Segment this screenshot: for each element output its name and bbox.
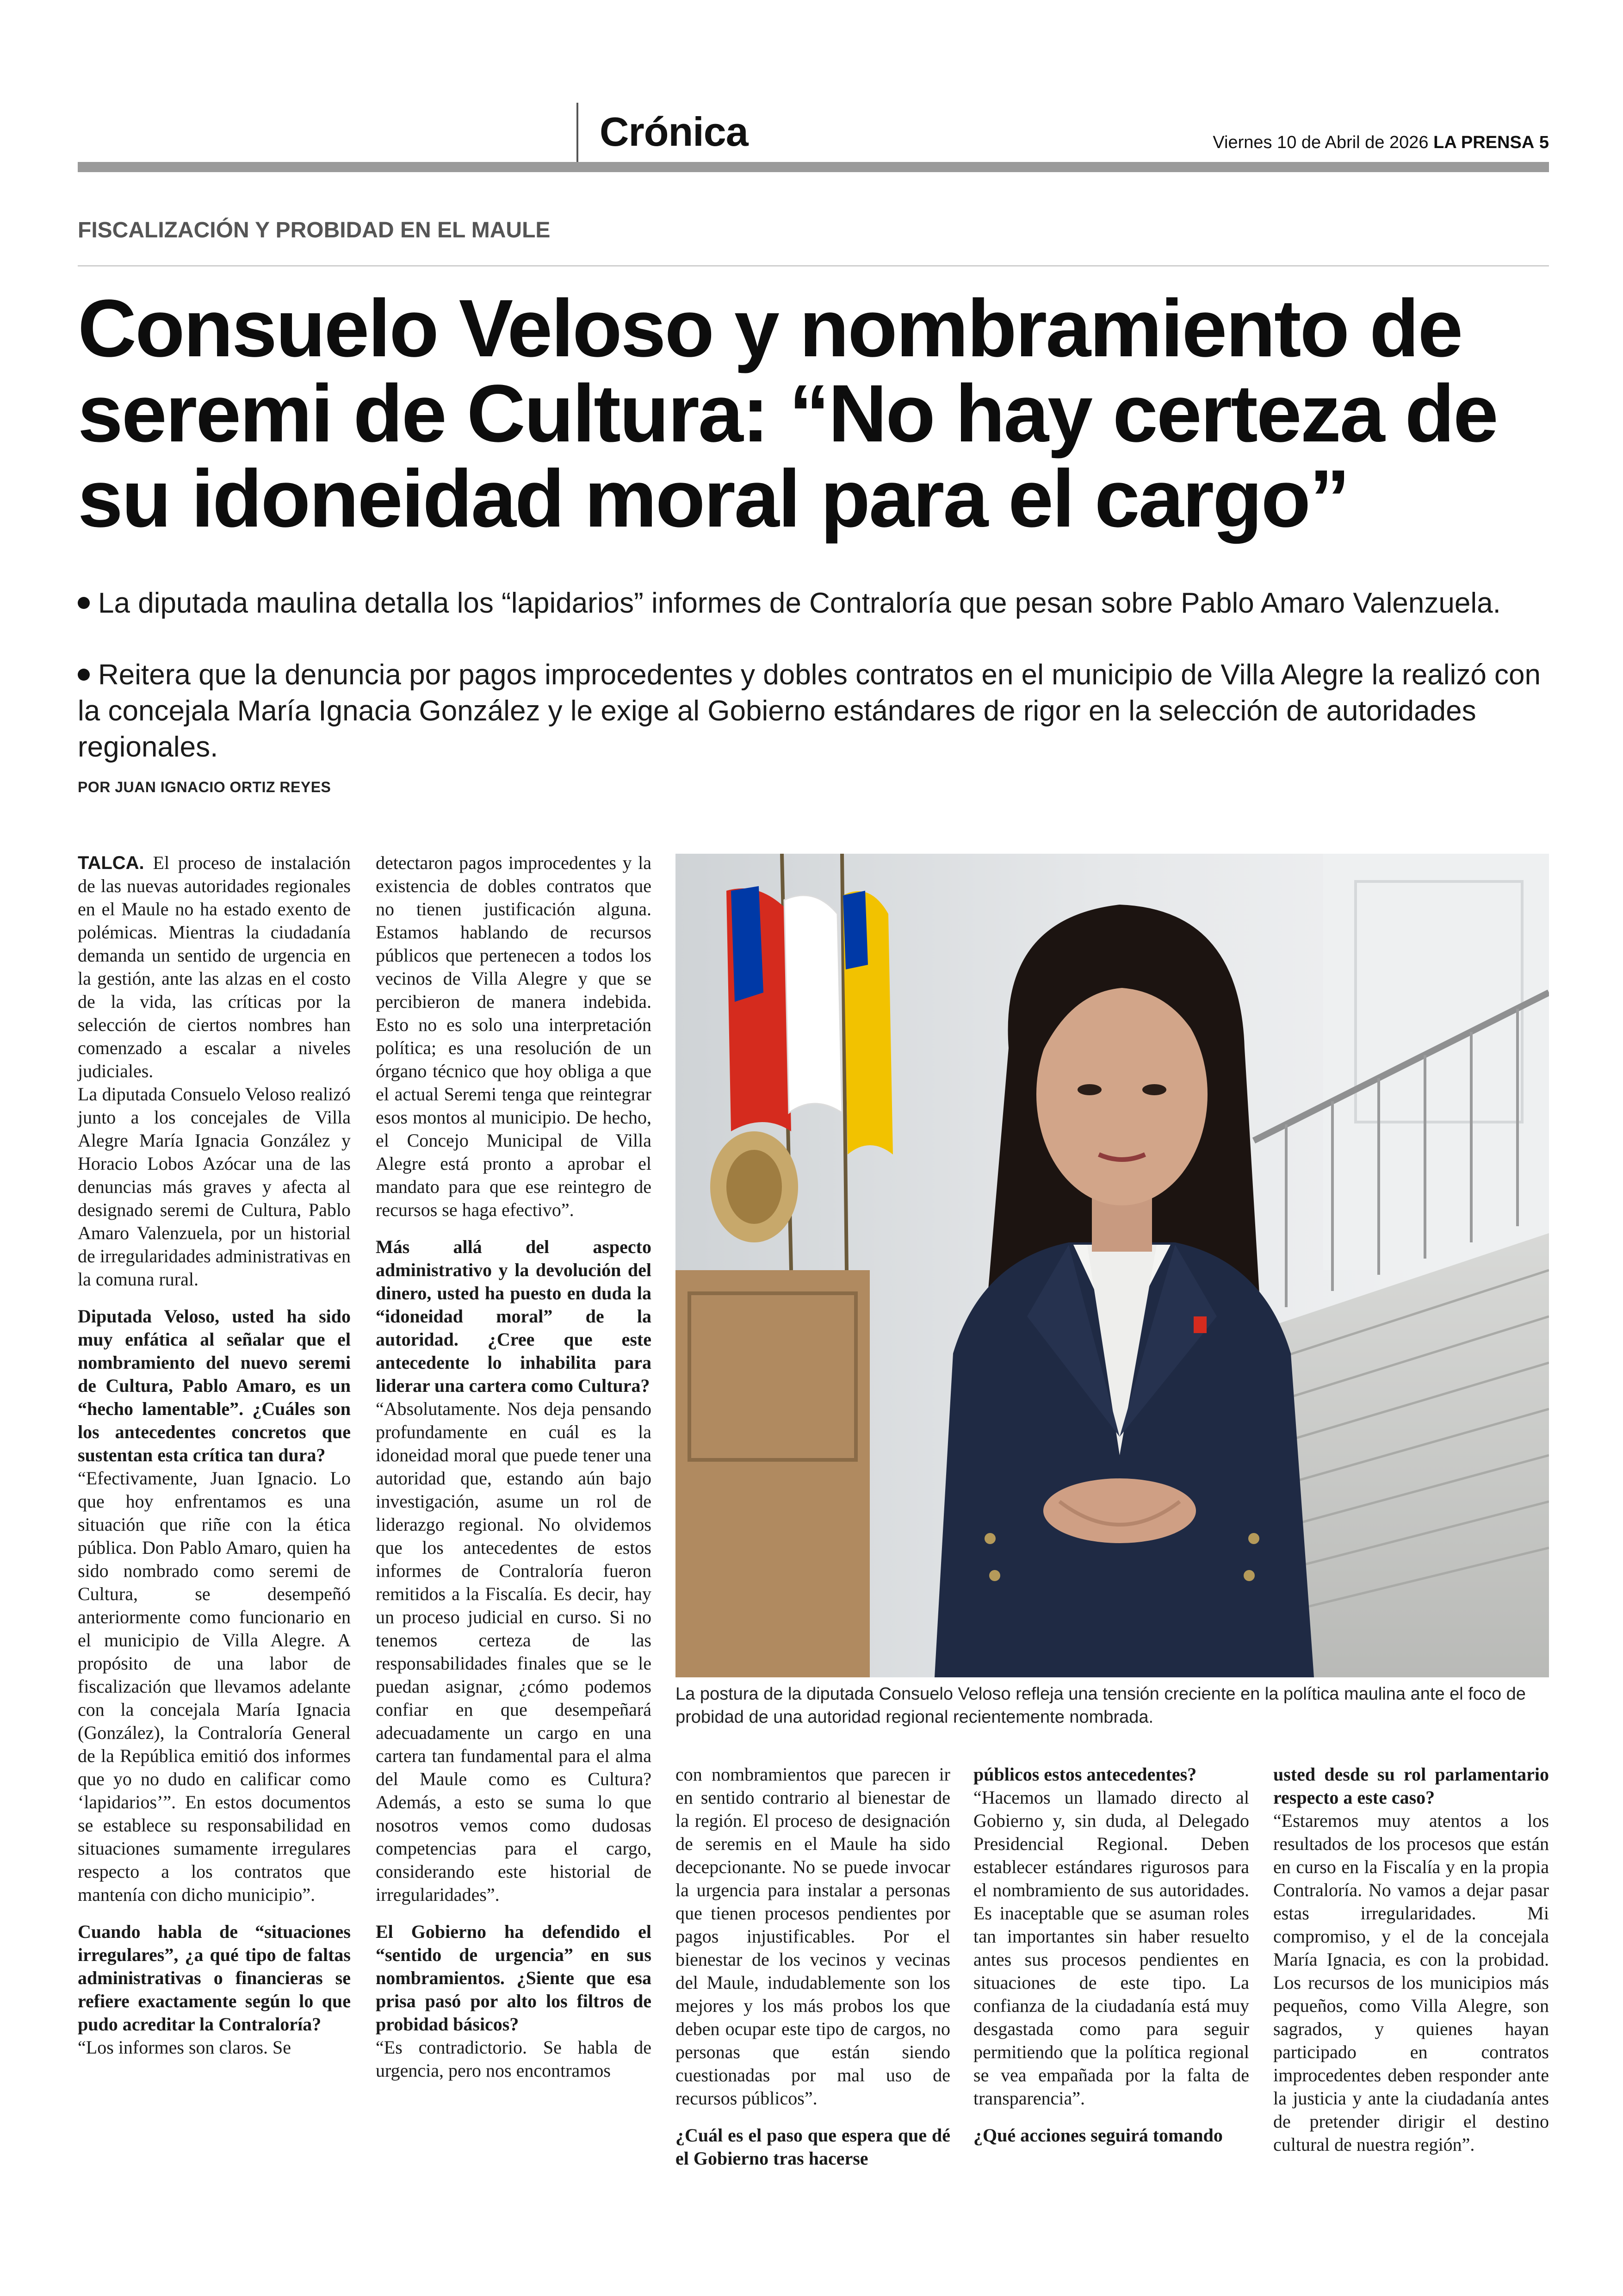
- interview-answer: “Hacemos un llamado directo al Gobierno y, sin duda, al Delegado Presidencial Regional. Deben establecer estándares rigurosos para el nombramiento de sus autoridades. Es inaceptable que se asuman roles tan importantes sin haber resuelto antes sus procesos pendientes en situaciones de este tipo. La confianza de la ciudadanía está muy desgastada como para seguir permitiendo que la política regional se vea empañada por la falta de transparencia”.: [973, 1787, 1249, 2109]
- header-date: Viernes 10 de Abril de 2026: [1213, 133, 1429, 152]
- interview-answer: “Efectivamente, Juan Ignacio. Lo que hoy enfrentamos es una situación que riñe con la ética pública. Don Pablo Amaro, quien ha sido nombrado como seremi de Cultura, se desempeñó anteriormente como funcionario en el municipio de Villa Alegre. A propósito de una labor de fiscalización que llevamos adelante con la concejala María Ignacia (González), la Contraloría General de la República emitió dos informes que yo no dudo en calificar como ‘lapidarios’”. En estos documentos se establece su responsabilidad en situaciones sumamente irregulares respecto a los contratos que mantenía con dicho municipio”.: [78, 1468, 351, 1905]
- interview-question: usted desde su rol parlamentario respecto a este caso?: [1273, 1764, 1549, 1808]
- dateline-city: TALCA.: [78, 853, 144, 873]
- paragraph: La diputada Consuelo Veloso realizó junto a los concejales de Villa Alegre María Ignacia González y Horacio Lobos Azócar una de las denuncias más graves y afecta al designado seremi de Cultura, Pablo Amaro Valenzuela, por un historial de irregularidades administrativas en la comuna rural.: [78, 1084, 351, 1290]
- interview-answer: “Es contradictorio. Se habla de urgencia, pero nos encontramos: [376, 2037, 651, 2081]
- interview-answer: detectaron pagos improcedentes y la existencia de dobles contratos que no tienen justificación alguna. Estamos hablando de recursos públicos que pertenecen a todos los vecinos de Villa Alegre y que se percibieron de manera indebida. Esto no es solo una interpretación política; es una resolución de un órgano técnico que hoy obliga a que el actual Seremi tenga que reintegrar esos montos al municipio. De hecho, el Concejo Municipal de Villa Alegre está pronto a aprobar el mandato para que ese reintegro de recursos se haga efectivo”.: [376, 852, 651, 1220]
- interview-answer: “Los informes son claros. Se: [78, 2037, 291, 2058]
- section-name: Crónica: [600, 109, 748, 155]
- interview-answer: “Estaremos muy atentos a los resultados de los procesos que están en curso en la Fiscalía y en la propia Contraloría. No vamos a dejar pasar estas irregularidades. Mi compromiso, y el de la concejala María Ignacia, es con la probidad. Los recursos de los municipios más pequeños, como Villa Alegre, son sagrados, y quienes hayan participado en contratos improcedentes deben responder ante la justicia y ante la ciudadanía antes de pretender dirigir el destino cultural de nuestra región”.: [1273, 1810, 1549, 2155]
- article-column-2: [376, 851, 651, 2082]
- interview-answer: “Absolutamente. Nos deja pensando profundamente en cuál es la idoneidad moral que puede tener una autoridad que, estando aún bajo investigación, asume un rol de liderazgo regional. No olvidemos que los antecedentes de estos informes de Contraloría fueron remitidos a la Fiscalía. Es decir, hay un proceso judicial en curso. Si no tenemos certeza de las responsabilidades finales que se le puedan asignar, ¿cómo podemos confiar en que desempeñará adecuadamente un cargo en una cartera tan fundamental para el alma del Maule como es Cultura? Además, a esto se suma lo que nosotros vemos como dudosas competencias para el cargo, considerando este historial de irregularidades”.: [376, 1398, 651, 1905]
- byline: POR JUAN IGNACIO ORTIZ REYES: [78, 779, 331, 795]
- interview-question: El Gobierno ha defendido el “sentido de urgencia” en sus nombramientos. ¿Siente que esa prisa pasó por alto los filtros de probidad básicos?: [376, 1921, 651, 2035]
- interview-question: ¿Qué acciones seguirá tomando: [973, 2125, 1223, 2146]
- publication-name: LA PRENSA: [1433, 133, 1535, 152]
- article-headline: Consuelo Veloso y nombramiento de seremi de Cultura: “No hay certeza de su idoneidad moral para el cargo”: [78, 283, 1497, 544]
- interview-question: Cuando habla de “situaciones irregulares”, ¿a qué tipo de faltas administrativas o financieras se refiere exactamente según lo que pudo acreditar la Contraloría?: [78, 1921, 351, 2035]
- summary-bullet-text: Reitera que la denuncia por pagos improcedentes y dobles contratos en el municipio de Villa Alegre la realizó con la concejala María Ignacia González y le exige al Gobierno estándares de rigor en la selección de autoridades regionales.: [78, 659, 1541, 763]
- paragraph-text: El proceso de instalación de las nuevas autoridades regionales en el Maule no ha estado exento de polémicas. Mientras la ciudadanía demanda un sentido de urgencia en la gestión, ante las alzas en el costo de la vida, las críticas por la selección de ciertos nombres han comenzado a escalar a niveles judiciales.: [78, 852, 351, 1081]
- interview-question: ¿Cuál es el paso que espera que dé el Gobierno tras hacerse: [675, 2125, 950, 2169]
- article-photo: [675, 854, 1549, 1677]
- summary-bullet-text: La diputada maulina detalla los “lapidarios” informes de Contraloría que pesan sobre Pablo Amaro Valenzuela.: [98, 587, 1501, 619]
- header-rule: [78, 162, 1549, 172]
- header-meta: [1213, 130, 1549, 155]
- bullet-icon: [78, 669, 90, 681]
- interview-question: públicos estos antecedentes?: [973, 1764, 1197, 1785]
- summary-bullet: [78, 585, 1549, 621]
- header-divider: [576, 103, 578, 162]
- interview-answer: con nombramientos que parecen ir en sentido contrario al bienestar de la región. El proceso de designación de seremis en el Maule ha sido decepcionante. No se puede invocar la urgencia para instalar a personas que tienen procesos pendientes por pagos injustificables. Por el bienestar de los vecinos y vecinas del Maule, indudablemente son los mejores y los más probos los que deben ocupar este tipo de cargos, no personas que están siendo cuestionadas por mal uso de recursos públicos”.: [675, 1764, 950, 2109]
- summary-bullet: [78, 657, 1549, 765]
- photo-illustration: [675, 854, 1549, 1677]
- interview-question: Diputada Veloso, usted ha sido muy enfática al señalar que el nombramiento del nuevo seremi de Cultura, Pablo Amaro, es un “hecho lamentable”. ¿Cuáles son los antecedentes concretos que sustentan esta crítica tan dura?: [78, 1306, 351, 1465]
- article-column-1: [78, 851, 351, 2059]
- paragraph: [78, 851, 351, 1083]
- article-kicker: FISCALIZACIÓN Y PROBIDAD EN EL MAULE: [78, 218, 551, 242]
- kicker-rule: [78, 265, 1549, 267]
- article-column-5: [1273, 1763, 1549, 2156]
- bullet-icon: [78, 597, 90, 609]
- article-column-3: [675, 1763, 950, 2170]
- interview-question: Más allá del aspecto administrativo y la devolución del dinero, usted ha puesto en duda la “idoneidad moral” de la autoridad. ¿Cree que este antecedente lo inhabilita para liderar una cartera como Cultura?: [376, 1236, 651, 1396]
- photo-caption: La postura de la diputada Consuelo Veloso refleja una tensión creciente en la política maulina ante el foco de probidad de una autoridad regional recientemente nombrada.: [675, 1684, 1526, 1727]
- article-column-4: [973, 1763, 1249, 2147]
- page-number: 5: [1539, 133, 1549, 152]
